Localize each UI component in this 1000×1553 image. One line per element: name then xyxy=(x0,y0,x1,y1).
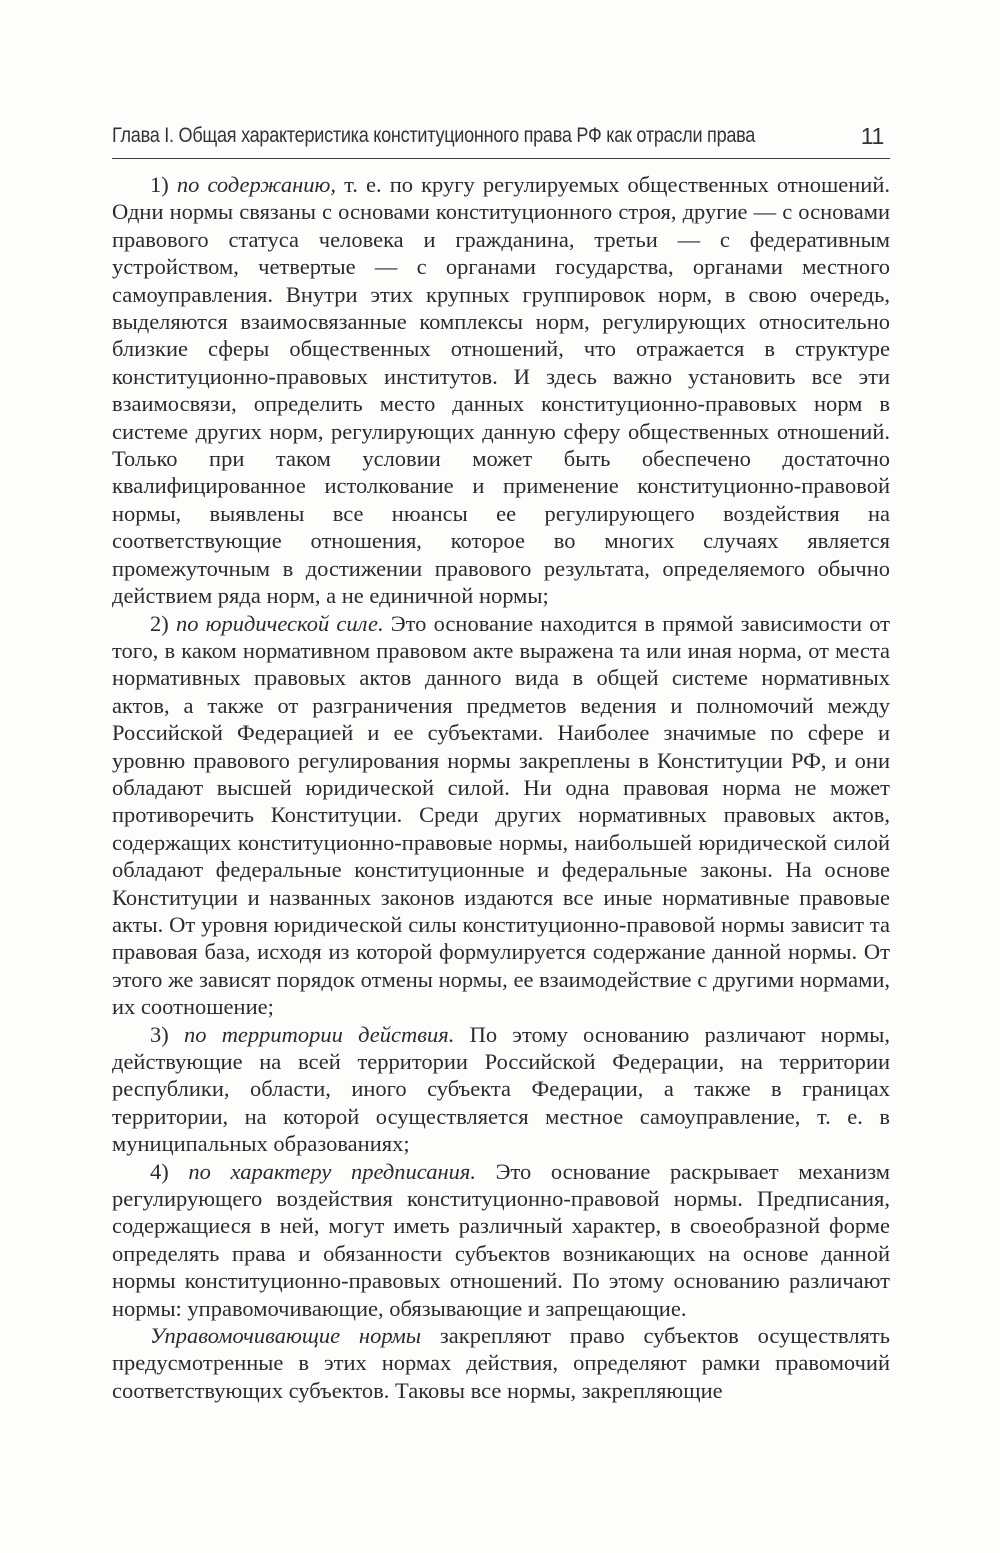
paragraph-empowering-norms xyxy=(112,1322,890,1404)
paragraph-territory xyxy=(112,1021,890,1158)
italic-term: Управомочивающие нормы xyxy=(150,1323,422,1349)
paragraph-text: По этому основанию различают нормы, действующие на всей территории Российской Федерации, на территории республики, области, иного субъекта Федерации, а также в границах территории, на которой осуществляется местное самоуправление, т. е. в муниципальных образованиях; xyxy=(112,1021,890,1157)
page-number: 11 xyxy=(860,123,884,149)
list-number: 2) xyxy=(150,610,169,636)
running-header xyxy=(112,120,890,159)
paragraph-text: т. е. по кругу регулируемых общественных отношений. Одни нормы связаны с основами конституционного строя, другие — с основами правового статуса человека и гражданина, третьи — с федеративным устройством, четвертые — с органами государства, органами местного самоуправления. Внутри этих крупных группировок норм, в свою очередь, выделяются взаимосвязанные комплексы норм, регулирующих относительно близкие сферы общественных отношений, что отражается в структуре конституционно-правовых институтов. И здесь важно установить все эти взаимосвязи, определить место данных конституционно-правовых норм в системе других норм, регулирующих данную сферу общественных отношений. Только при таком условии может быть обеспечено достаточно квалифицированное истолкование и применение конституционно-правовой нормы, выявлены все нюансы ее регулирующего воздействия на соответствующие отношения, которое во многих случаях является промежуточным в достижении правового результата, определяемого обычно действием ряда норм, а не единичной нормы; xyxy=(112,172,891,609)
running-title: Глава I. Общая характеристика конституционного права РФ как отрасли права xyxy=(112,124,756,147)
list-number: 3) xyxy=(150,1021,169,1047)
paragraph-text: закрепляют право субъектов осуществлять предусмотренные в этих нормах действия, определяют рамки правомочий соответствующих субъектов. Таковы все нормы, закрепляющие xyxy=(112,1323,891,1403)
list-number: 1) xyxy=(150,172,169,197)
paragraph-content xyxy=(112,171,890,610)
paragraph-legal-force xyxy=(112,610,890,1021)
list-number: 4) xyxy=(150,1158,169,1184)
paragraph-text: Это основание раскрывает механизм регулирующего воздействия конституционно-правовой нормы. Предписания, содержащиеся в ней, могут иметь различный характер, в своеобразной форме определять права и обязанности субъектов возникающих на основе данной нормы конституционно-правовых отношений. По этому основанию различают нормы: управомочивающие, обязывающие и запрещающие. xyxy=(112,1158,891,1321)
paragraph-prescription xyxy=(112,1158,890,1322)
italic-term: по характеру предписания. xyxy=(188,1158,476,1184)
italic-term: по содержанию, xyxy=(176,172,336,197)
body-text xyxy=(112,171,890,1404)
italic-term: по юридической силе. xyxy=(175,610,384,636)
paragraph-text: Это основание находится в прямой зависимости от того, в каком нормативном правовом акте выражена та или иная норма, от места нормативных правовых актов данного вида в общей системе нормативных актов, а также от разграничения предметов ведения и полномочий между Российской Федерацией и ее субъектами. Наиболее значимые по сфере и уровню правового регулирования нормы закреплены в Конституции РФ, и они обладают высшей юридической силой. Ни одна правовая норма не может противоречить Конституции. Среди других нормативных правовых актов, содержащих конституционно-правовые нормы, наибольшей юридической силой обладают федеральные конституционные и федеральные законы. На основе Конституции и названных законов издаются все иные нормативные правовые акты. От уровня юридической силы конституционно-правовой нормы зависит та правовая база, исходя из которой формулируется содержание данной нормы. От этого же зависят порядок отмены нормы, ее взаимодействие с другими нормами, их соотношение; xyxy=(112,610,891,1020)
italic-term: по территории действия. xyxy=(183,1021,455,1047)
